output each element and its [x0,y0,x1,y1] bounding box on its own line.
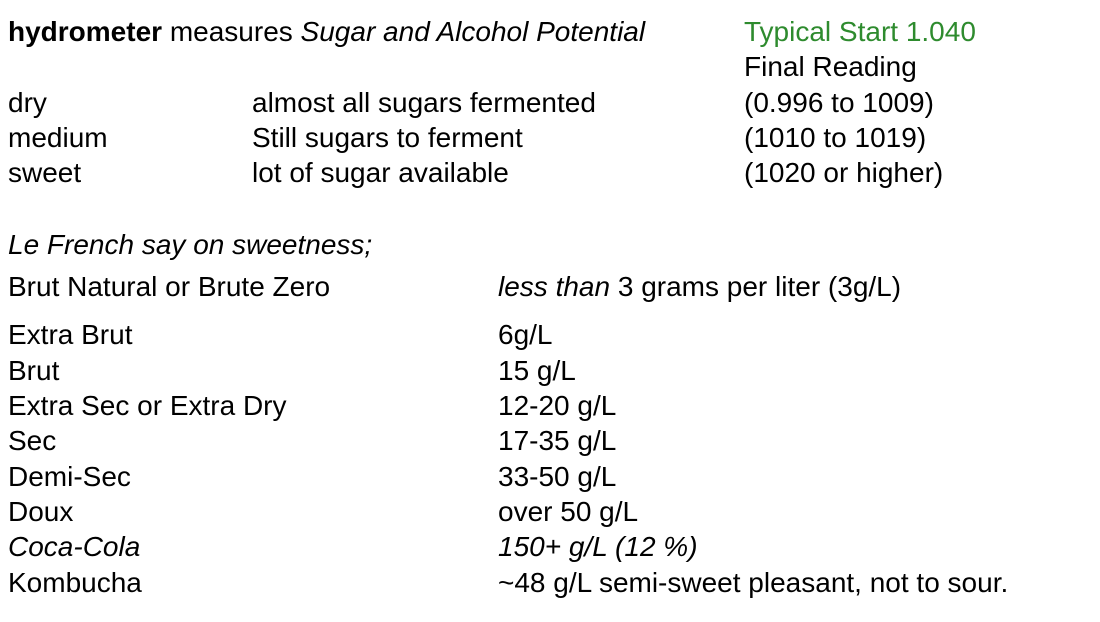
kombucha-label: Kombucha [8,567,142,598]
sweetness-row-value: 33-50 g/L [498,461,617,492]
hydrometer-row-range: (0.996 to 1009) [744,87,934,118]
sweetness-row-label: Extra Sec or Extra Dry [8,390,287,421]
hydrometer-row-label: medium [8,122,108,153]
hydrometer-row-description: Still sugars to ferment [252,122,523,153]
sweetness-row-value: 12-20 g/L [498,390,617,421]
hydrometer-row-range: (1020 or higher) [744,157,944,188]
sweetness-row-value [498,269,901,304]
hydrometer-row-label: sweet [8,157,82,188]
final-reading-header: Final Reading [744,51,917,82]
sweetness-row-value: 17-35 g/L [498,425,617,456]
measures-verb: measures [162,16,301,47]
hydrometer-row-description: lot of sugar available [252,157,509,188]
sweetness-row-label: Sec [8,425,57,456]
sweetness-row-label: Extra Brut [8,319,133,350]
sweetness-row-label: Doux [8,496,74,527]
hydrometer-heading [8,14,645,49]
hydrometer-row-range: (1010 to 1019) [744,122,927,153]
kombucha-value: ~48 g/L semi-sweet pleasant, not to sour. [498,567,1009,598]
hydrometer-term: hydrometer [8,16,163,47]
sweetness-row-label: Brut [8,355,60,386]
sweetness-row-value: 15 g/L [498,355,576,386]
sweetness-row-label: Brut Natural or Brute Zero [8,271,331,302]
sweetness-row-value: 6g/L [498,319,553,350]
less-than-qualifier: less than [498,271,611,302]
sweetness-row-value: over 50 g/L [498,496,639,527]
brut-natural-amount: 3 grams per liter (3g/L) [610,271,902,302]
french-sweetness-heading: Le French say on sweetness; [8,229,373,260]
typical-start: Typical Start 1.040 [744,16,976,47]
hydrometer-row-description: almost all sugars fermented [252,87,596,118]
hydrometer-row-label: dry [8,87,47,118]
coca-cola-value: 150+ g/L (12 %) [498,531,698,562]
sweetness-row-label: Demi-Sec [8,461,131,492]
coca-cola-label: Coca-Cola [8,531,141,562]
hydrometer-subject: Sugar and Alcohol Potential [300,16,646,47]
